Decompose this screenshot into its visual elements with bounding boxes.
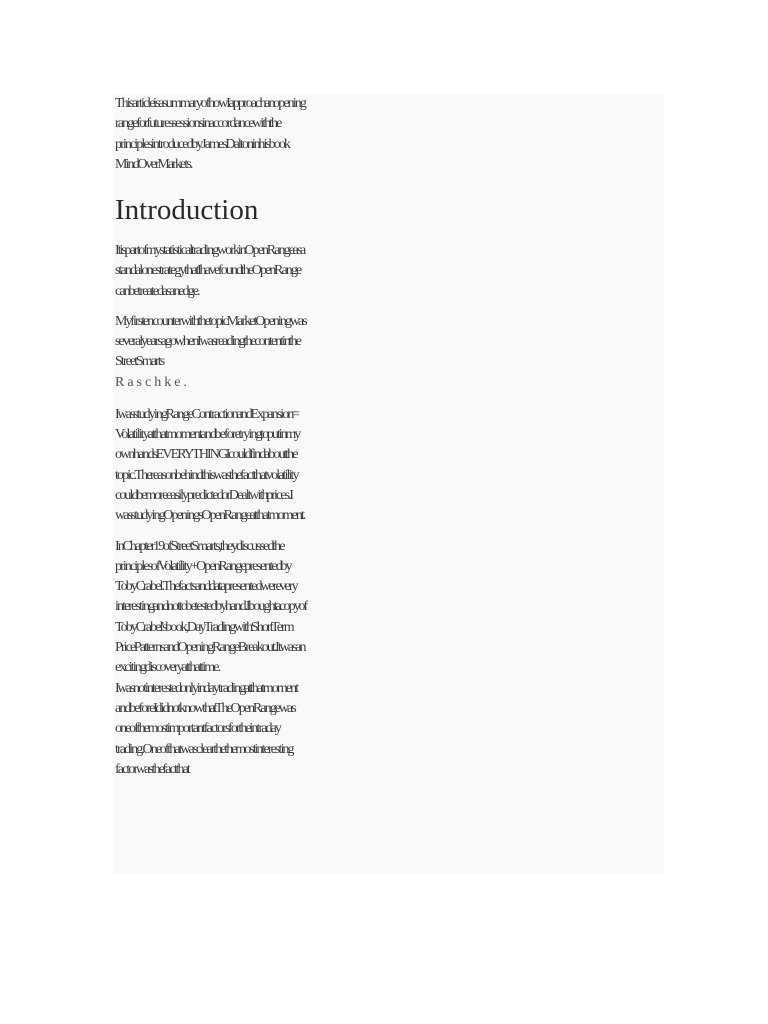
- paragraph-4: In Chapter 19 of Street Smarts, they discussed the principles of Volatility + Open Range presented by Toby Crabel. The facts and data presented were very interesting and not to be tested by hand. I bought a copy of Toby Crabel's book, Day Trading with Short Term Price Patterns and Opening Range Breakout. It was an exciting discovery at that time.: [115, 538, 307, 676]
- document-page: [113, 94, 664, 874]
- author-signoff: Raschke.: [115, 374, 190, 390]
- section-heading: Introduction: [115, 194, 259, 227]
- paragraph-1: It is part of my statistical trading work in Open Range as a standalone strategy that I have found the Open Range can be treated as an edge.: [115, 242, 305, 299]
- paragraph-3: I was studying Range Contraction and Expansion = Volatility at that moment and before trying to put in my own hands EVERYTHING I could find about the topic. The reason behind this was the fact that volatility could be more easily predicted or Dealt with prices. I was studying Openings Open Range at that moment.: [115, 406, 305, 524]
- intro-summary: This article is a summary of how I approach an opening range for futures sessions in accordance with the principles introduced by James Dalton in his book Mind Over Markets.: [115, 96, 305, 172]
- paragraph-2: My first encounter with the topic Market Opening was several years ago when I was reading the content in the Street Smarts: [115, 313, 306, 370]
- document-body: [115, 94, 307, 780]
- paragraph-5: I was not interested only in daytrading at that moment and before I did not know that The Open Range was one of the most important factors for the intraday trading. One of that was clear the the most interesting factor was the fact that: [115, 680, 298, 777]
